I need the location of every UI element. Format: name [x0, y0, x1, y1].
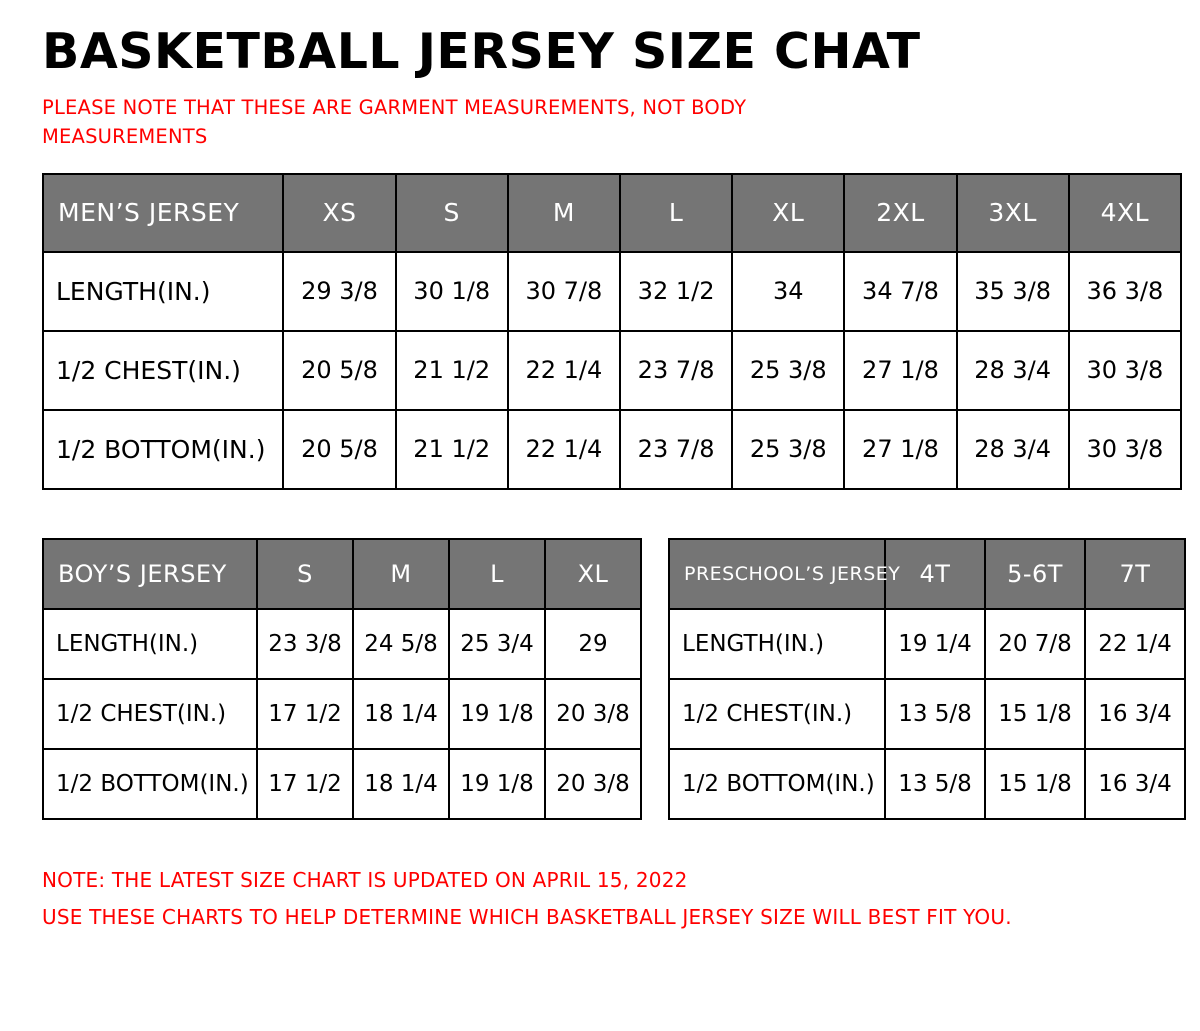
table-cell: 27 1/8	[844, 410, 956, 489]
table-cell: 29 3/8	[283, 252, 395, 331]
page-title: BASKETBALL JERSEY SIZE CHAT	[42, 23, 921, 80]
table-cell: 34	[732, 252, 844, 331]
boys-jersey-size-table	[42, 538, 642, 820]
table-cell: 20 5/8	[283, 331, 395, 410]
table-cell: 25 3/8	[732, 331, 844, 410]
preschool-jersey-size-table	[668, 538, 1186, 820]
table-cell: 20 3/8	[545, 749, 641, 819]
table-header-row	[43, 174, 1181, 252]
table-cell: 21 1/2	[396, 410, 508, 489]
table-header-cell: BOY’S JERSEY	[43, 539, 257, 609]
table-cell: 25 3/4	[449, 609, 545, 679]
row-label: LENGTH(IN.)	[43, 609, 257, 679]
table-cell: 15 1/8	[985, 749, 1085, 819]
row-label: LENGTH(IN.)	[669, 609, 885, 679]
table-cell: 22 1/4	[508, 410, 620, 489]
table-cell: 13 5/8	[885, 679, 985, 749]
row-label: 1/2 BOTTOM(IN.)	[669, 749, 885, 819]
size-chart-page	[0, 24, 1200, 1031]
table-row	[669, 679, 1185, 749]
table-cell: 24 5/8	[353, 609, 449, 679]
table-row	[43, 749, 641, 819]
update-note: NOTE: THE LATEST SIZE CHART IS UPDATED ON APRIL 15, 2022	[42, 867, 688, 892]
row-label: LENGTH(IN.)	[43, 252, 283, 331]
table-cell: 22 1/4	[1085, 609, 1185, 679]
table-cell: 25 3/8	[732, 410, 844, 489]
table-header-cell: 4XL	[1069, 174, 1181, 252]
table-header-cell: S	[257, 539, 353, 609]
table-cell: 23 7/8	[620, 410, 732, 489]
row-label: 1/2 BOTTOM(IN.)	[43, 410, 283, 489]
table-row	[669, 609, 1185, 679]
table-cell: 36 3/8	[1069, 252, 1181, 331]
table-cell: 28 3/4	[957, 331, 1069, 410]
table-cell: 16 3/4	[1085, 679, 1185, 749]
table-header-cell: PRESCHOOL’S JERSEY	[669, 539, 885, 609]
table-cell: 30 7/8	[508, 252, 620, 331]
table-cell: 20 5/8	[283, 410, 395, 489]
table-cell: 17 1/2	[257, 679, 353, 749]
bottom-notes	[42, 862, 1176, 936]
table-header-cell: 4T	[885, 539, 985, 609]
lower-tables-container	[42, 538, 1176, 820]
table-row	[43, 609, 641, 679]
table-cell: 29	[545, 609, 641, 679]
table-header-cell: 2XL	[844, 174, 956, 252]
table-header-cell: M	[508, 174, 620, 252]
table-cell: 23 3/8	[257, 609, 353, 679]
table-cell: 28 3/4	[957, 410, 1069, 489]
table-cell: 22 1/4	[508, 331, 620, 410]
table-cell: 19 1/8	[449, 749, 545, 819]
table-header-cell: XS	[283, 174, 395, 252]
table-cell: 35 3/8	[957, 252, 1069, 331]
table-header-cell: M	[353, 539, 449, 609]
table-header-cell: 7T	[1085, 539, 1185, 609]
table-header-cell: L	[620, 174, 732, 252]
table-cell: 30 3/8	[1069, 410, 1181, 489]
table-row	[669, 749, 1185, 819]
table-cell: 17 1/2	[257, 749, 353, 819]
table-row	[43, 252, 1181, 331]
table-header-row	[43, 539, 641, 609]
table-cell: 16 3/4	[1085, 749, 1185, 819]
table-cell: 13 5/8	[885, 749, 985, 819]
garment-measurement-note: PLEASE NOTE THAT THESE ARE GARMENT MEASUREMENTS, NOT BODY MEASUREMENTS	[42, 96, 747, 148]
table-header-cell: XL	[545, 539, 641, 609]
table-cell: 18 1/4	[353, 749, 449, 819]
table-cell: 15 1/8	[985, 679, 1085, 749]
table-header-cell: 5-6T	[985, 539, 1085, 609]
table-row	[43, 331, 1181, 410]
table-cell: 18 1/4	[353, 679, 449, 749]
row-label: 1/2 BOTTOM(IN.)	[43, 749, 257, 819]
row-label: 1/2 CHEST(IN.)	[43, 331, 283, 410]
table-cell: 21 1/2	[396, 331, 508, 410]
table-cell: 20 7/8	[985, 609, 1085, 679]
usage-note: USE THESE CHARTS TO HELP DETERMINE WHICH BASKETBALL JERSEY SIZE WILL BEST FIT YOU.	[42, 904, 1012, 929]
table-header-cell: XL	[732, 174, 844, 252]
row-label: 1/2 CHEST(IN.)	[43, 679, 257, 749]
mens-jersey-size-table	[42, 173, 1182, 490]
table-header-cell: 3XL	[957, 174, 1069, 252]
table-header-cell: S	[396, 174, 508, 252]
table-cell: 19 1/4	[885, 609, 985, 679]
table-row	[43, 679, 641, 749]
table-cell: 30 3/8	[1069, 331, 1181, 410]
table-cell: 27 1/8	[844, 331, 956, 410]
table-cell: 34 7/8	[844, 252, 956, 331]
table-header-row	[669, 539, 1185, 609]
table-header-cell: MEN’S JERSEY	[43, 174, 283, 252]
table-cell: 32 1/2	[620, 252, 732, 331]
row-label: 1/2 CHEST(IN.)	[669, 679, 885, 749]
table-cell: 23 7/8	[620, 331, 732, 410]
table-cell: 30 1/8	[396, 252, 508, 331]
table-cell: 20 3/8	[545, 679, 641, 749]
table-cell: 19 1/8	[449, 679, 545, 749]
table-header-cell: L	[449, 539, 545, 609]
table-row	[43, 410, 1181, 489]
